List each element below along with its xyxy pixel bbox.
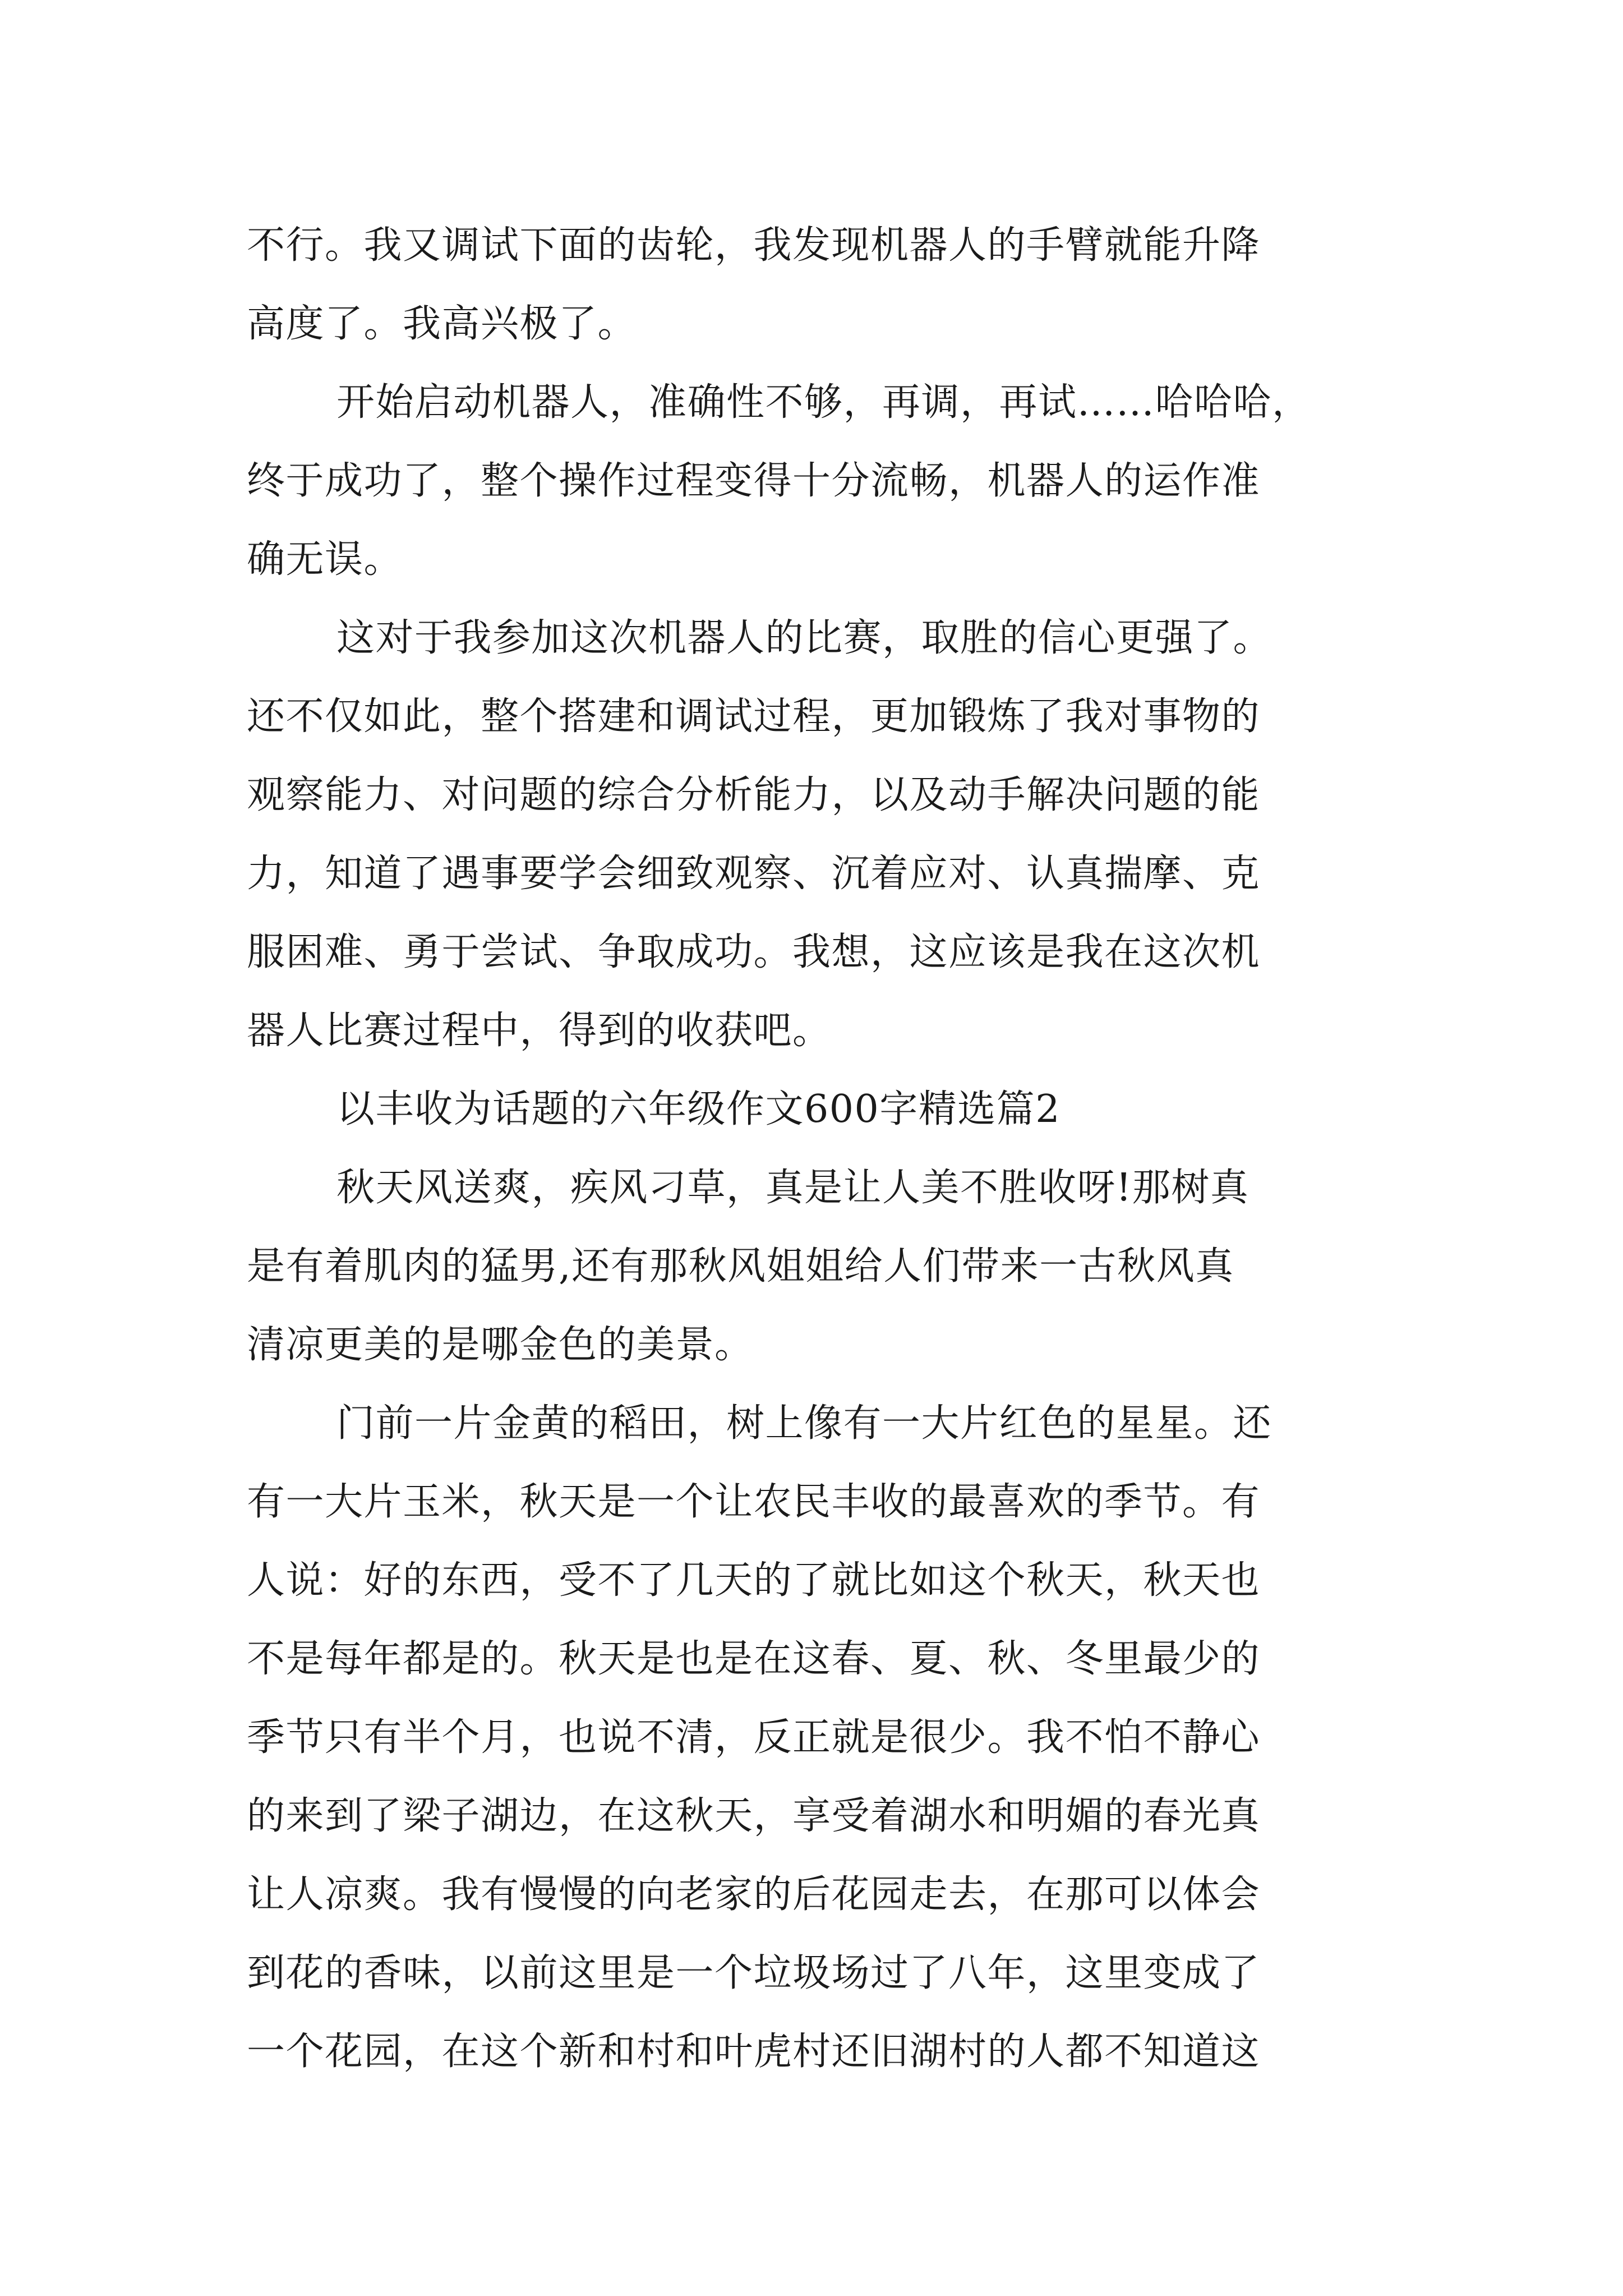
text-line: 终于成功了，整个操作过程变得十分流畅，机器人的运作准 bbox=[247, 459, 1261, 503]
text-line: 不行。我又调试下面的齿轮，我发现机器人的手臂就能升降 bbox=[247, 223, 1261, 268]
text-line: 这对于我参加这次机器人的比赛，取胜的信心更强了。 bbox=[336, 616, 1272, 660]
text-line: 让人凉爽。我有慢慢的向老家的后花园走去，在那可以体会 bbox=[247, 1872, 1261, 1917]
text-line: 服困难、勇于尝试、争取成功。我想，这应该是我在这次机 bbox=[247, 930, 1261, 974]
text-line: 确无误。 bbox=[247, 537, 403, 582]
text-line: 秋天风送爽，疾风刁草，真是让人美不胜收呀!那树真 bbox=[336, 1166, 1249, 1210]
text-line: 一个花园，在这个新和村和叶虎村还旧湖村的人都不知道这 bbox=[247, 2030, 1261, 2074]
section-heading: 以丰收为话题的六年级作文600字精选篇2 bbox=[336, 1087, 1061, 1131]
text-line: 的来到了梁子湖边，在这秋天，享受着湖水和明媚的春光真 bbox=[247, 1794, 1261, 1838]
text-line: 有一大片玉米，秋天是一个让农民丰收的最喜欢的季节。有 bbox=[247, 1480, 1261, 1524]
text-line: 开始启动机器人，准确性不够，再调，再试……哈哈哈， bbox=[336, 380, 1311, 425]
text-line: 不是每年都是的。秋天是也是在这春、夏、秋、冬里最少的 bbox=[247, 1637, 1261, 1681]
text-line: 季节只有半个月，也说不清，反正就是很少。我不怕不静心 bbox=[247, 1715, 1261, 1760]
text-line: 到花的香味，以前这里是一个垃圾场过了八年，这里变成了 bbox=[247, 1951, 1261, 1995]
text-line: 是有着肌肉的猛男,还有那秋风姐姐给人们带来一古秋风真 bbox=[247, 1244, 1234, 1289]
text-line: 人说：好的东西，受不了几天的了就比如这个秋天，秋天也 bbox=[247, 1558, 1261, 1603]
text-line: 门前一片金黄的稻田，树上像有一大片红色的星星。还 bbox=[336, 1401, 1272, 1446]
text-line: 器人比赛过程中，得到的收获吧。 bbox=[247, 1009, 832, 1053]
text-line: 还不仅如此，整个搭建和调试过程，更加锻炼了我对事物的 bbox=[247, 694, 1261, 739]
text-line: 清凉更美的是哪金色的美景。 bbox=[247, 1323, 754, 1367]
text-line: 观察能力、对问题的综合分析能力，以及动手解决问题的能 bbox=[247, 773, 1261, 817]
text-line: 力，知道了遇事要学会细致观察、沉着应对、认真揣摩、克 bbox=[247, 852, 1261, 896]
text-line: 高度了。我高兴极了。 bbox=[247, 302, 637, 346]
